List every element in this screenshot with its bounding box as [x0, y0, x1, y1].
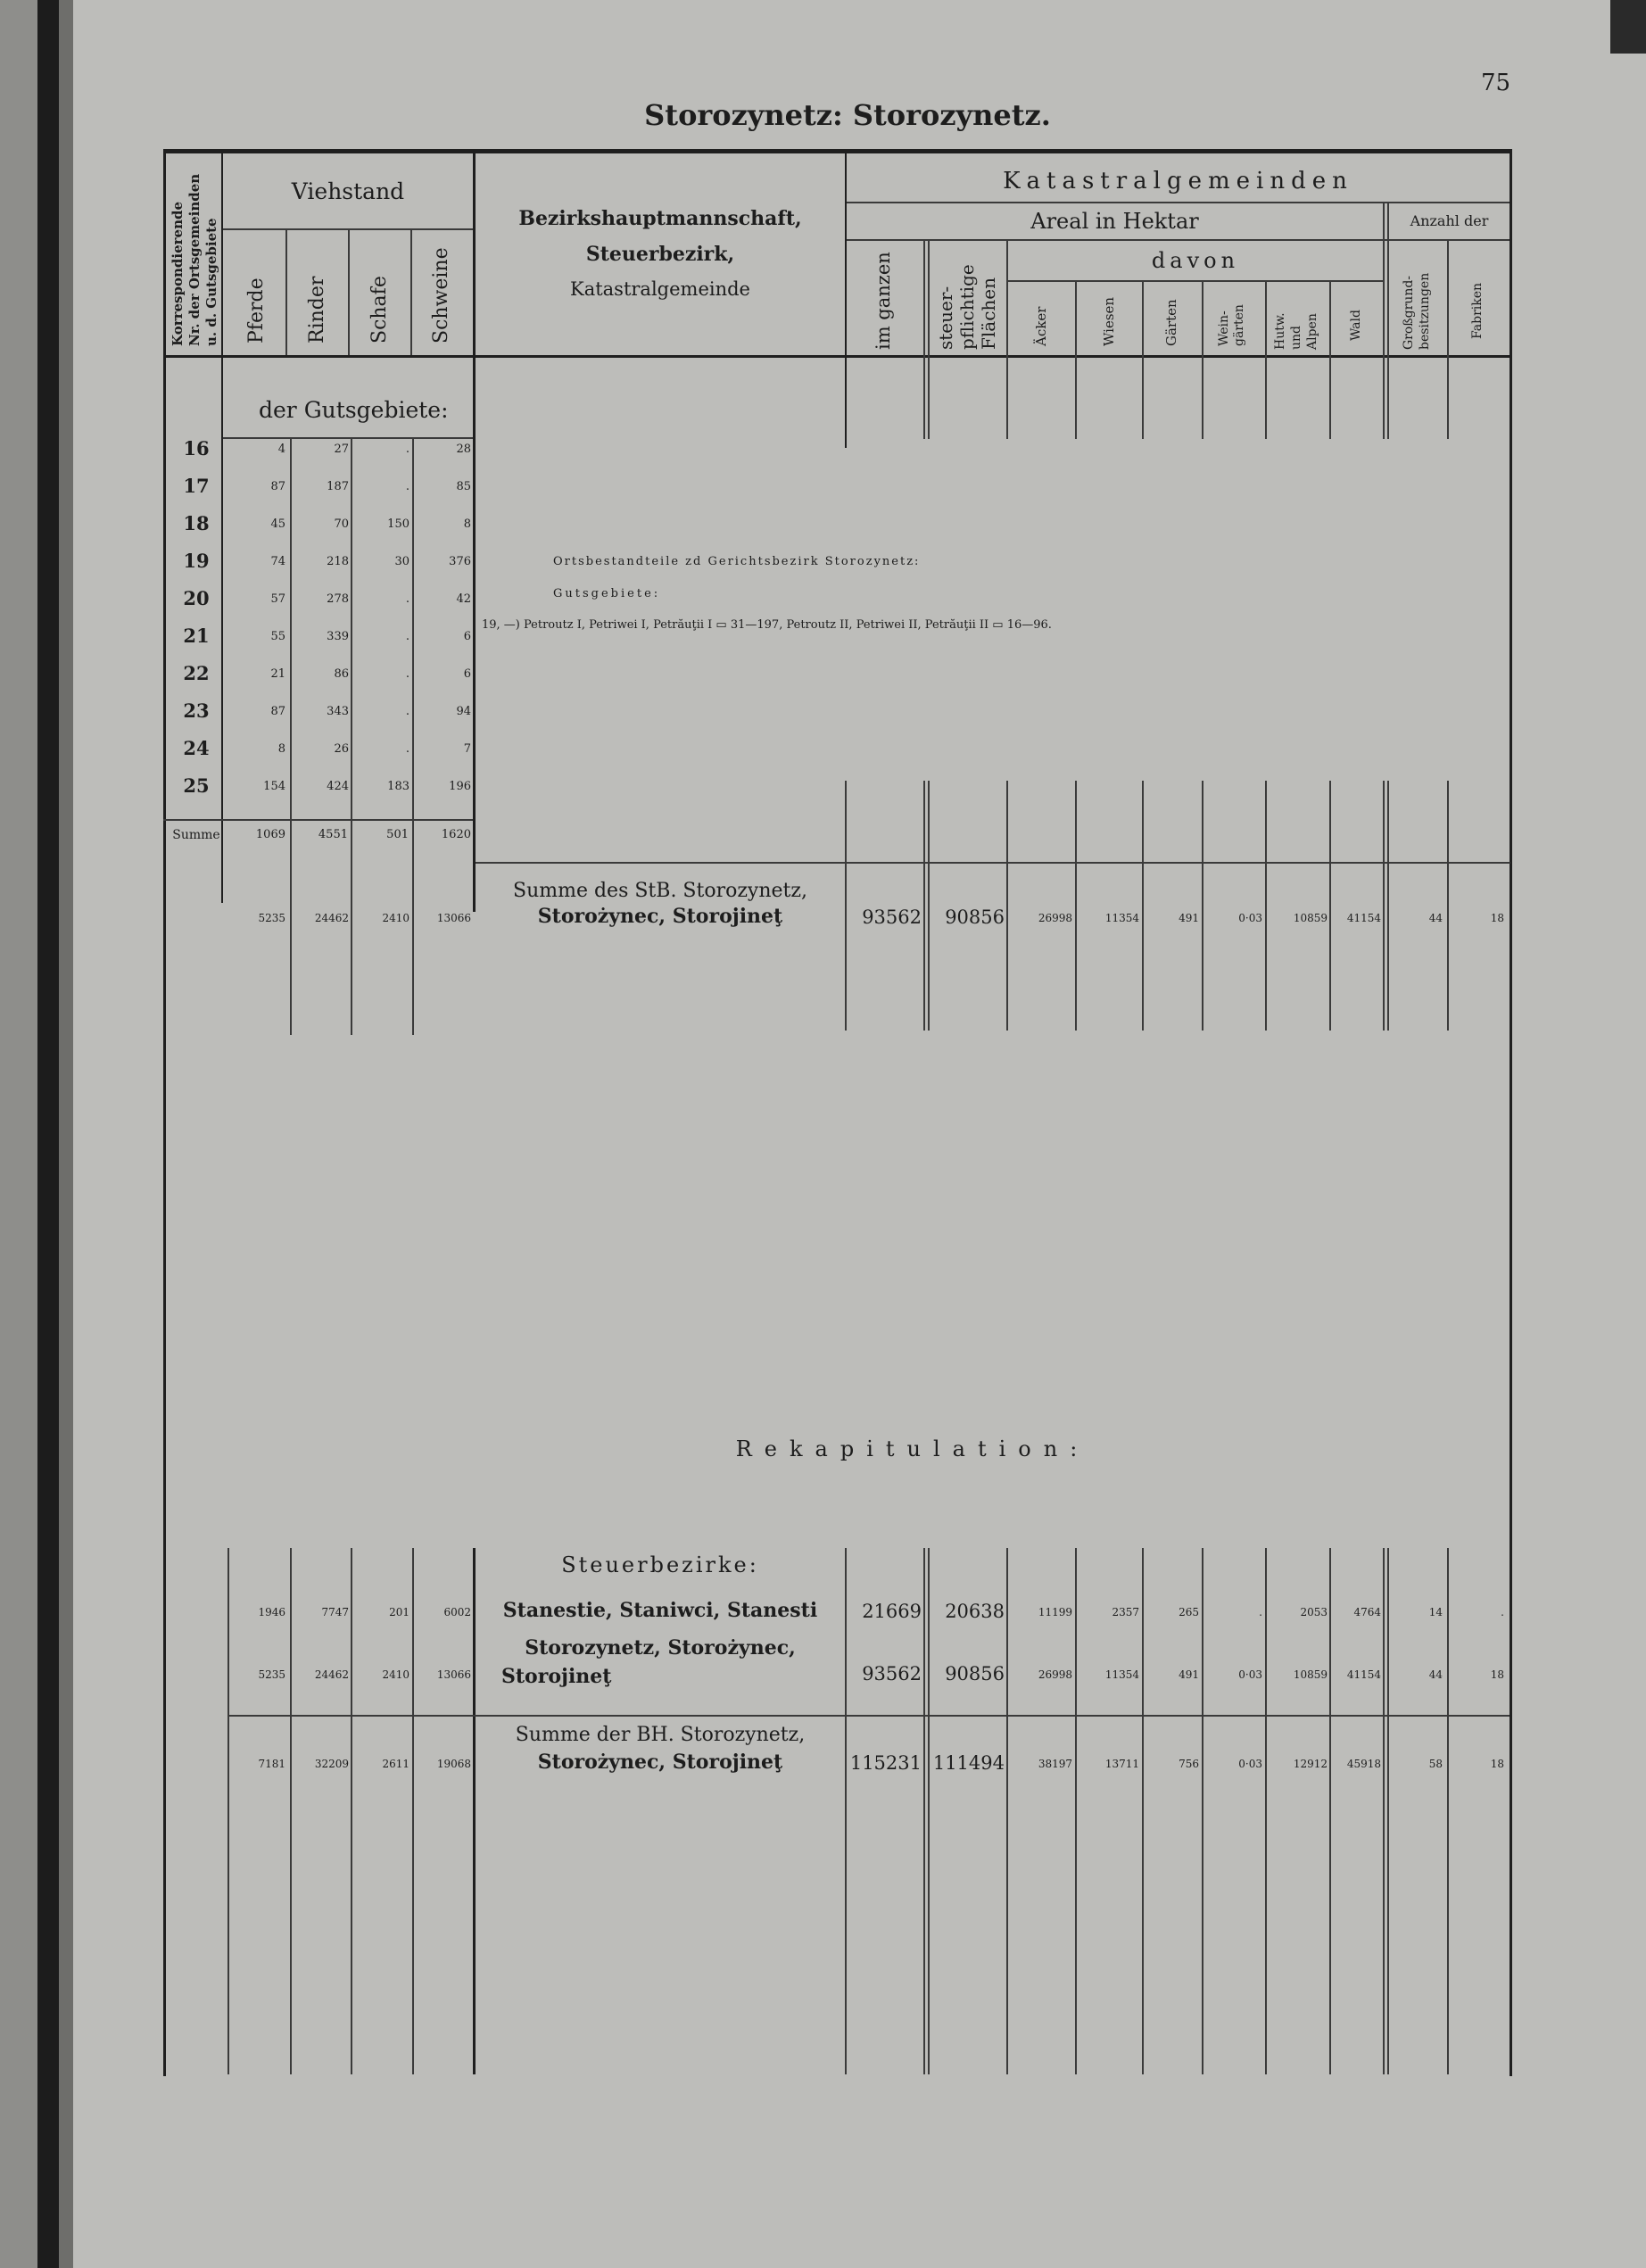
rekap-divider-aecker: [1075, 1548, 1077, 2074]
header-davon: davon: [1151, 248, 1240, 273]
divider-ganzen-b: [928, 241, 930, 359]
header-schafe: Schafe: [368, 276, 391, 344]
rekap-divider-left: [227, 1548, 229, 2074]
cell-pferde: 55: [270, 630, 285, 643]
summe-rule: [163, 819, 473, 821]
cell-schweine: 94: [456, 705, 471, 718]
rekap-aecker: 26998: [1038, 1668, 1072, 1681]
rekap-total-label-1: Summe der BH. Storozynetz,: [515, 1724, 806, 1746]
row-nr: 19: [183, 550, 210, 572]
rekap-total-wald: 45918: [1346, 1758, 1381, 1770]
stub-wiesen: [1142, 359, 1144, 439]
cell-rinder: 278: [327, 592, 349, 606]
cell-schweine: 8: [463, 517, 471, 531]
rekap-hutw: 2053: [1300, 1606, 1328, 1618]
table-right-rule: [1510, 149, 1512, 2076]
cell-pferde: 45: [270, 517, 285, 531]
stub-ganzen-a: [923, 359, 925, 439]
sum-divider-hutw: [1329, 781, 1331, 1031]
rekap-wiesen: 11354: [1104, 1668, 1139, 1681]
rekap-gross: 14: [1428, 1606, 1443, 1618]
divider-aecker: [1075, 280, 1077, 359]
header-aecker: Äcker: [1033, 306, 1049, 346]
cell-schweine: 6: [463, 630, 471, 643]
row-nr: 22: [183, 662, 210, 684]
rekap-divider-wald-b: [1387, 1548, 1389, 2074]
rekap-pferde: 5235: [258, 1668, 285, 1681]
rekap-divider-wald-a: [1383, 1548, 1385, 2074]
rekap-schafe: 201: [389, 1606, 409, 1618]
rekap-subtitle: Steuerbezirke:: [561, 1552, 759, 1577]
rekap-row-label: Storojineţ: [501, 1665, 612, 1688]
rekap-divider-gaerten: [1202, 1548, 1203, 2074]
summe-pferde: 1069: [255, 828, 285, 841]
rekap-wald: 41154: [1346, 1668, 1381, 1681]
divider-areal-left: [845, 153, 847, 448]
row-nr: 18: [183, 512, 210, 534]
sum-divider-gaerten: [1202, 781, 1203, 1031]
divider-wald-a: [1383, 203, 1385, 359]
rekap-total-steuer: 111494: [932, 1752, 1005, 1774]
cell-rinder: 27: [334, 443, 349, 456]
header-wiesen: Wiesen: [1101, 296, 1117, 346]
rekap-total-aecker: 38197: [1038, 1758, 1072, 1770]
cell-schafe: .: [405, 667, 409, 681]
rekap-total-fabriken: 18: [1490, 1758, 1504, 1770]
rekap-rinder: 7747: [321, 1606, 349, 1618]
rekap-total-ganzen: 115231: [849, 1752, 922, 1774]
rekap-divider-pferde: [290, 1548, 292, 2074]
table-left-rule: [163, 149, 166, 2076]
stub-wein: [1265, 359, 1267, 439]
stb-pferde: 5235: [258, 912, 285, 924]
rekap-title: Rekapitulation:: [735, 1436, 1090, 1461]
rekap-total-schweine: 19068: [436, 1758, 471, 1770]
row-nr: 16: [183, 437, 210, 459]
header-weingaerten: Wein- gärten: [1217, 304, 1246, 346]
cell-pferde: 57: [270, 592, 285, 606]
areal-rule: [847, 239, 1510, 241]
stub-hutw: [1329, 359, 1331, 439]
sum-divider-gross: [1447, 781, 1449, 1031]
stb-hutw: 10859: [1293, 912, 1328, 924]
cell-pferde: 154: [263, 780, 285, 793]
header-fabriken: Fabriken: [1470, 282, 1485, 339]
stub-gross: [1447, 359, 1449, 439]
divider-gaerten: [1202, 280, 1203, 359]
divider-ganzen-a: [923, 241, 925, 359]
rekap-wein: 0·03: [1238, 1668, 1262, 1681]
note-line-2: Gutsgebiete:: [553, 587, 661, 600]
rekap-total-hutw: 12912: [1293, 1758, 1328, 1770]
rekap-total-wein: 0·03: [1238, 1758, 1262, 1770]
divider-rinder: [348, 230, 350, 355]
cell-schafe: .: [405, 592, 409, 606]
sum-divider-wald-a: [1383, 781, 1385, 1031]
rekap-gross: 44: [1428, 1668, 1443, 1681]
viehstand-rule: [223, 228, 473, 230]
cell-schweine: 6: [463, 667, 471, 681]
cell-schafe: 183: [387, 780, 409, 793]
rekap-ganzen: 21669: [862, 1601, 922, 1622]
cell-schweine: 196: [449, 780, 471, 793]
sum-divider-wiesen: [1142, 781, 1144, 1031]
cell-schafe: .: [405, 705, 409, 718]
divider-pferde: [285, 230, 287, 355]
rekap-divider-steuer: [1006, 1548, 1008, 2074]
summe-schweine: 1620: [441, 828, 471, 841]
rekap-total-rule: [227, 1715, 1510, 1717]
header-pferde: Pferde: [245, 277, 268, 344]
header-im-ganzen: im ganzen: [873, 252, 894, 350]
sum-divider-aecker: [1075, 781, 1077, 1031]
rekap-wald: 4764: [1353, 1606, 1381, 1618]
stub-steuer: [1006, 359, 1008, 439]
rekap-pferde: 1946: [258, 1606, 285, 1618]
rekap-schafe: 2410: [382, 1668, 409, 1681]
header-nr: Korrespondierende Nr. der Ortsgemeinden u. d. Gutsgebiete: [170, 173, 219, 346]
rekap-divider-gross: [1447, 1548, 1449, 2074]
stb-summary-rule: [476, 862, 1510, 864]
cell-rinder: 424: [327, 780, 349, 793]
sum-divider-ganzen-b: [928, 781, 930, 1031]
header-bezirk-1: Bezirkshauptmannschaft,: [518, 207, 802, 230]
katastral-rule: [847, 202, 1510, 203]
rekap-steuer: 90856: [945, 1663, 1005, 1684]
rekap-hutw: 10859: [1293, 1668, 1328, 1681]
rekap-fabriken: .: [1501, 1606, 1504, 1618]
cell-schweine: 42: [456, 592, 471, 606]
summe-rinder: 4551: [318, 828, 348, 841]
row-nr: 24: [183, 737, 210, 759]
cell-schafe: 150: [387, 517, 409, 531]
stb-rinder: 24462: [314, 912, 349, 924]
rekap-total-gross: 58: [1428, 1758, 1443, 1770]
row-rule-top: [223, 437, 473, 439]
rekap-divider-schafe: [412, 1548, 414, 2074]
rekap-total-schafe: 2611: [382, 1758, 409, 1770]
stb-schafe: 2410: [382, 912, 409, 924]
cell-rinder: 343: [327, 705, 349, 718]
header-wald: Wald: [1349, 310, 1363, 341]
row-nr: 25: [183, 774, 210, 797]
cell-schweine: 376: [449, 555, 471, 568]
sum-divider-wald-b: [1387, 781, 1389, 1031]
rekap-divider-ganzen-b: [928, 1548, 930, 2074]
rekap-divider-bezirk: [473, 1548, 476, 2074]
rekap-divider-wiesen: [1142, 1548, 1144, 2074]
header-gaerten: Gärten: [1163, 299, 1179, 346]
header-hutw: Hutw. und Alpen: [1273, 312, 1319, 350]
header-anzahl: Anzahl der: [1410, 212, 1489, 229]
stub-aecker: [1075, 359, 1077, 439]
rekap-schweine: 13066: [436, 1668, 471, 1681]
cell-rinder: 70: [334, 517, 349, 531]
rekap-row-label: Stanestie, Staniwci, Stanesti: [502, 1599, 818, 1622]
page-number: 75: [1481, 70, 1511, 96]
summe-label: Summe: [172, 828, 220, 842]
page-corner-shadow: [1610, 0, 1646, 54]
cell-schafe: .: [405, 480, 409, 493]
header-rinder: Rinder: [306, 276, 328, 344]
stub-wald-b: [1387, 359, 1389, 439]
rekap-fabriken: 18: [1490, 1668, 1504, 1681]
book-gutter: [59, 0, 73, 2268]
stb-summary-label-2: Storożynec, Storojineţ: [537, 905, 783, 928]
book-spine: [37, 0, 59, 2268]
divider-wein: [1265, 280, 1267, 359]
row-nr: 17: [183, 475, 210, 497]
rekap-total-gaerten: 756: [1179, 1758, 1199, 1770]
cell-rinder: 339: [327, 630, 349, 643]
stb-summary-label-1: Summe des StB. Storozynetz,: [513, 880, 807, 902]
header-bezirk-2: Steuerbezirk,: [585, 243, 735, 266]
cell-rinder: 187: [327, 480, 349, 493]
rekap-steuer: 20638: [945, 1601, 1005, 1622]
rekap-wiesen: 2357: [1112, 1606, 1139, 1618]
header-bottom-rule: [163, 355, 1510, 358]
header-schweine: Schweine: [430, 247, 452, 344]
header-katastral: Katastralgemeinden: [1003, 168, 1353, 195]
header-bezirk-3: Katastralgemeinde: [570, 278, 750, 300]
divider-wiesen: [1142, 280, 1144, 359]
sum-divider-wein: [1265, 781, 1267, 1031]
cell-rinder: 86: [334, 667, 349, 681]
cell-pferde: 87: [270, 480, 285, 493]
header-gross: Großgrund- besitzungen: [1402, 272, 1432, 350]
cell-pferde: 74: [270, 555, 285, 568]
divider-hutw: [1329, 280, 1331, 359]
rekap-divider-areal: [845, 1548, 847, 2074]
table-top-rule: [163, 149, 1510, 153]
header-viehstand: Viehstand: [291, 178, 405, 204]
cell-schafe: .: [405, 443, 409, 456]
rekap-divider-wein: [1265, 1548, 1267, 2074]
rekap-ganzen: 93562: [862, 1663, 922, 1684]
rekap-aecker: 11199: [1038, 1606, 1072, 1618]
rekap-rinder: 24462: [314, 1668, 349, 1681]
summe-schafe: 501: [386, 828, 409, 841]
stb-aecker: 26998: [1038, 912, 1072, 924]
stb-gaerten: 491: [1179, 912, 1199, 924]
page-title: Storozynetz: Storozynetz.: [644, 98, 1051, 132]
note-line-1: Ortsbestandteile zd Gerichtsbezirk Storozynetz:: [553, 555, 921, 568]
rekap-total-rinder: 32209: [314, 1758, 349, 1770]
divider-bezirk-left: [473, 153, 476, 912]
rekap-total-wiesen: 13711: [1104, 1758, 1139, 1770]
rekap-schweine: 6002: [443, 1606, 471, 1618]
davon-rule: [1008, 280, 1383, 282]
cell-schafe: .: [405, 742, 409, 756]
header-areal: Areal in Hektar: [1030, 209, 1199, 234]
cell-pferde: 4: [277, 443, 285, 456]
stb-wald: 41154: [1346, 912, 1381, 924]
sum-divider-steuer: [1006, 781, 1008, 1031]
row-nr: 21: [183, 625, 210, 647]
rekap-divider-ganzen-a: [923, 1548, 925, 2074]
cell-pferde: 8: [277, 742, 285, 756]
cell-rinder: 26: [334, 742, 349, 756]
rekap-row-label: Storozynetz, Storożynec,: [525, 1636, 796, 1660]
divider-schafe: [410, 230, 412, 355]
rekap-divider-hutw: [1329, 1548, 1331, 2074]
row-nr: 23: [183, 699, 210, 722]
stb-wein: 0·03: [1238, 912, 1262, 924]
stub-gaerten: [1202, 359, 1203, 439]
rekap-total-pferde: 7181: [258, 1758, 285, 1770]
row-nr: 20: [183, 587, 210, 609]
note-line-3: 19, —) Petroutz I, Petriwei I, Petrăuţii I ▭ 31—197, Petroutz II, Petriwei II, Petrăuţii II ▭ 16—96.: [482, 618, 1052, 632]
cell-schweine: 7: [463, 742, 471, 756]
stb-gross: 44: [1428, 912, 1443, 924]
stub-wald-a: [1383, 359, 1385, 439]
stb-ganzen: 93562: [862, 906, 922, 928]
section-label: der Gutsgebiete:: [259, 397, 449, 423]
cell-pferde: 87: [270, 705, 285, 718]
rekap-divider-rinder: [351, 1548, 352, 2074]
cell-schweine: 85: [456, 480, 471, 493]
stb-schweine: 13066: [436, 912, 471, 924]
header-steuer: steuer- pflichtige Flächen: [935, 264, 999, 350]
stb-wiesen: 11354: [1104, 912, 1139, 924]
cell-schweine: 28: [456, 443, 471, 456]
stb-fabriken: 18: [1490, 912, 1504, 924]
rekap-gaerten: 265: [1179, 1606, 1199, 1618]
stb-steuer: 90856: [945, 906, 1005, 928]
cell-pferde: 21: [270, 667, 285, 681]
sum-divider-areal-left: [845, 781, 847, 1031]
stub-ganzen-b: [928, 359, 930, 439]
rekap-total-label-2: Storożynec, Storojineţ: [537, 1751, 783, 1774]
cell-schafe: .: [405, 630, 409, 643]
cell-schafe: 30: [394, 555, 409, 568]
rekap-gaerten: 491: [1179, 1668, 1199, 1681]
sum-divider-ganzen-a: [923, 781, 925, 1031]
cell-rinder: 218: [327, 555, 349, 568]
divider-gross: [1447, 239, 1449, 359]
book-spine-shadow: [0, 0, 37, 2268]
rekap-wein: .: [1259, 1606, 1262, 1618]
